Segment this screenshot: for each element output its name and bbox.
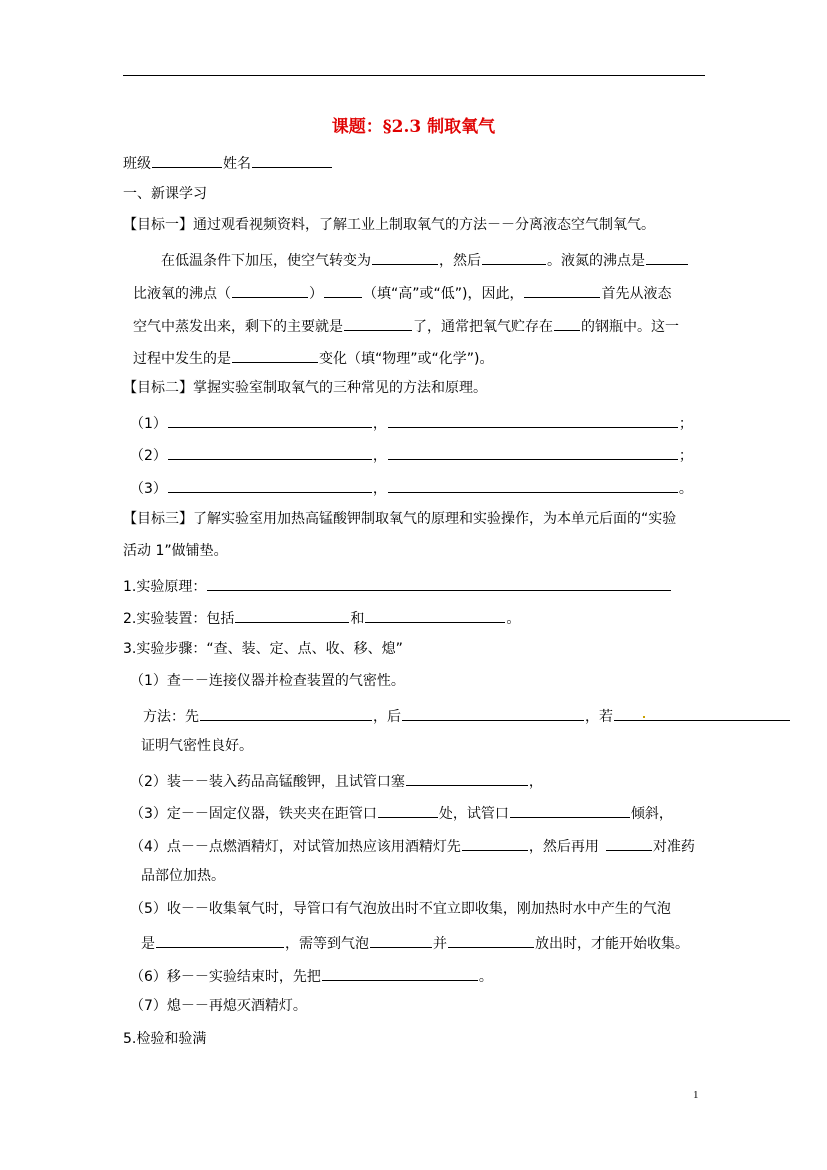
name-blank[interactable]: [252, 151, 332, 168]
goal3-tag: 【目标三】: [123, 511, 193, 527]
goal1-line2: [133, 281, 671, 304]
blank-flame-part[interactable]: [606, 834, 652, 851]
step-6: [130, 964, 493, 987]
goal1-line3: [133, 314, 679, 337]
step-7: （7）熄－－再熄灭酒精灯。: [130, 998, 307, 1014]
goal1-text-4a: 过程中发生的是: [133, 351, 231, 367]
blank-tube-plug[interactable]: [406, 769, 528, 786]
goal1-text-3a: 空气中蒸发出来，剩下的主要就是: [133, 319, 343, 335]
item-separator: ，: [372, 416, 387, 432]
step-5-is: 是: [141, 936, 155, 952]
blank-remaining[interactable]: [344, 314, 412, 331]
goal1-heading: [123, 215, 655, 235]
blank-principle-3[interactable]: [388, 476, 678, 493]
step-5: （5）收－－收集氧气时，导管口有气泡放出时不宜立即收集，刚加热时水中产生的气泡: [130, 901, 671, 917]
goal3-text-2: 活动 1”做铺垫。: [123, 543, 228, 559]
goal1-text-3b: 了，通常把氧气贮存在: [413, 319, 553, 335]
goal1-text-3c: 的钢瓶中。这一: [581, 319, 679, 335]
apparatus-and: 和: [350, 611, 365, 627]
goal2-item-2: [130, 443, 693, 466]
goal1-line4: [133, 346, 493, 369]
blank-o2-bp[interactable]: [232, 281, 308, 298]
blank-principle[interactable]: [207, 574, 671, 591]
method-label: 方法：先: [143, 709, 199, 725]
step-5-and: 并: [433, 936, 447, 952]
page-number: 1: [693, 1089, 699, 1101]
item-separator: ，: [372, 481, 387, 497]
step-5-end: 放出时，才能开始收集。: [535, 936, 689, 952]
goal3-heading: [123, 509, 676, 529]
method-then: ，后: [373, 709, 401, 725]
step-5-cont: [141, 931, 689, 954]
class-name-row: [123, 151, 333, 174]
blank-air-state[interactable]: [372, 248, 438, 265]
step-4-text: （4）点－－点燃酒精灯，对试管加热应该用酒精灯先: [130, 839, 461, 855]
class-label: 班级: [123, 156, 151, 172]
goal2-item-1: [130, 411, 693, 434]
item-separator: ，: [372, 448, 387, 464]
goal1-text-2d: 首先从液态: [601, 286, 672, 302]
blank-first-bubbles[interactable]: [156, 931, 284, 948]
step-4-cont: 品部位加热。: [141, 868, 225, 884]
goal2-text: 掌握实验室制取氧气的三种常见的方法和原理。: [193, 380, 487, 396]
step-3-mid: 处，试管口: [438, 806, 509, 822]
class-blank[interactable]: [152, 151, 222, 168]
principle-row: [123, 574, 672, 597]
item-end: ；: [678, 416, 693, 432]
blank-bubble-2[interactable]: [448, 931, 534, 948]
goal1-text-1b: ，然后: [439, 253, 481, 269]
method-if: ，若: [585, 709, 613, 725]
blank-preheat[interactable]: [462, 834, 528, 851]
goal1-text-1a: 在低温条件下加压，使空气转变为: [161, 253, 371, 269]
blank-then[interactable]: [402, 704, 584, 721]
principle-label: 1.实验原理：: [123, 579, 207, 595]
apparatus-label: 2.实验装置：包括: [123, 611, 235, 627]
goal2-item-3: [130, 476, 693, 499]
blank-if[interactable]: [614, 704, 790, 721]
blank-cylinder-color[interactable]: [554, 314, 580, 331]
blank-apparatus-1[interactable]: [235, 606, 349, 623]
step-6-end: 。: [478, 969, 493, 985]
blank-tube-tilt[interactable]: [510, 801, 630, 818]
step-2-text: （2）装－－装入药品高锰酸钾，且试管口塞: [130, 774, 405, 790]
step-4-end: 对准药: [652, 839, 695, 855]
blank-method-3[interactable]: [168, 476, 372, 493]
step-4: [130, 834, 695, 857]
blank-method-1[interactable]: [168, 411, 372, 428]
blank-first-evap[interactable]: [524, 281, 600, 298]
item-number: （1）: [130, 416, 167, 432]
blank-apparatus-2[interactable]: [365, 606, 505, 623]
blank-change-type[interactable]: [232, 346, 318, 363]
blank-bubble-1[interactable]: [370, 931, 432, 948]
blank-method-2[interactable]: [168, 443, 372, 460]
step-2: [130, 769, 543, 792]
item-number: （3）: [130, 481, 167, 497]
item-number: （2）: [130, 448, 167, 464]
goal1-tag: 【目标一】: [123, 217, 193, 233]
blank-principle-1[interactable]: [388, 411, 678, 428]
step-3: [130, 801, 673, 824]
item-end: 。: [678, 481, 693, 497]
apparatus-row: [123, 606, 520, 629]
section-5: 5.检验和验满: [123, 1031, 207, 1047]
blank-high-low[interactable]: [324, 281, 362, 298]
step-1-method: [143, 704, 791, 727]
step-3-text: （3）定－－固定仪器，铁夹夹在距管口: [130, 806, 377, 822]
blank-remove-first[interactable]: [322, 964, 478, 981]
step-5-wait: ，需等到气泡: [285, 936, 369, 952]
section-heading: 一、新课学习: [123, 186, 207, 202]
step-1-prove: 证明气密性良好。: [141, 738, 253, 754]
goal2-tag: 【目标二】: [123, 380, 193, 396]
blank-then[interactable]: [482, 248, 546, 265]
step-3-end: 倾斜，: [630, 806, 673, 822]
goal1-text-2b: ）: [309, 286, 323, 302]
page-title: 课题：§2.3 制取氧气: [331, 117, 496, 137]
blank-clamp-distance[interactable]: [378, 801, 438, 818]
goal3-text-1: 了解实验室用加热高锰酸钾制取氧气的原理和实验操作，为本单元后面的“实验: [193, 511, 677, 527]
goal1-text-1c: 。液氮的沸点是: [547, 253, 645, 269]
step-4-mid: ，然后再用: [528, 839, 599, 855]
step-2-end: ，: [528, 774, 543, 790]
goal2-heading: [123, 378, 487, 398]
goal1-line1: [161, 248, 689, 271]
header-rule: [123, 75, 705, 76]
step-6-text: （6）移－－实验结束时，先把: [130, 969, 321, 985]
step-1: （1）查－－连接仪器并检查装置的气密性。: [130, 673, 405, 689]
name-label: 姓名: [223, 156, 251, 172]
goal1-text-4b: 变化（填“物理”或“化学”)。: [319, 351, 494, 367]
goal1-text: 通过观看视频资料，了解工业上制取氧气的方法－－分离液态空气制氧气。: [193, 217, 655, 233]
blank-first[interactable]: [200, 704, 372, 721]
blank-principle-2[interactable]: [388, 443, 678, 460]
goal1-text-2c: （填“高”或“低”)，因此，: [363, 286, 524, 302]
blank-n2-bp[interactable]: [646, 248, 688, 265]
apparatus-end: 。: [506, 611, 521, 627]
goal1-text-2a: 比液氧的沸点（: [133, 286, 231, 302]
item-end: ；: [678, 448, 693, 464]
steps-heading: 3.实验步骤：“查、装、定、点、收、移、熄”: [123, 641, 403, 657]
